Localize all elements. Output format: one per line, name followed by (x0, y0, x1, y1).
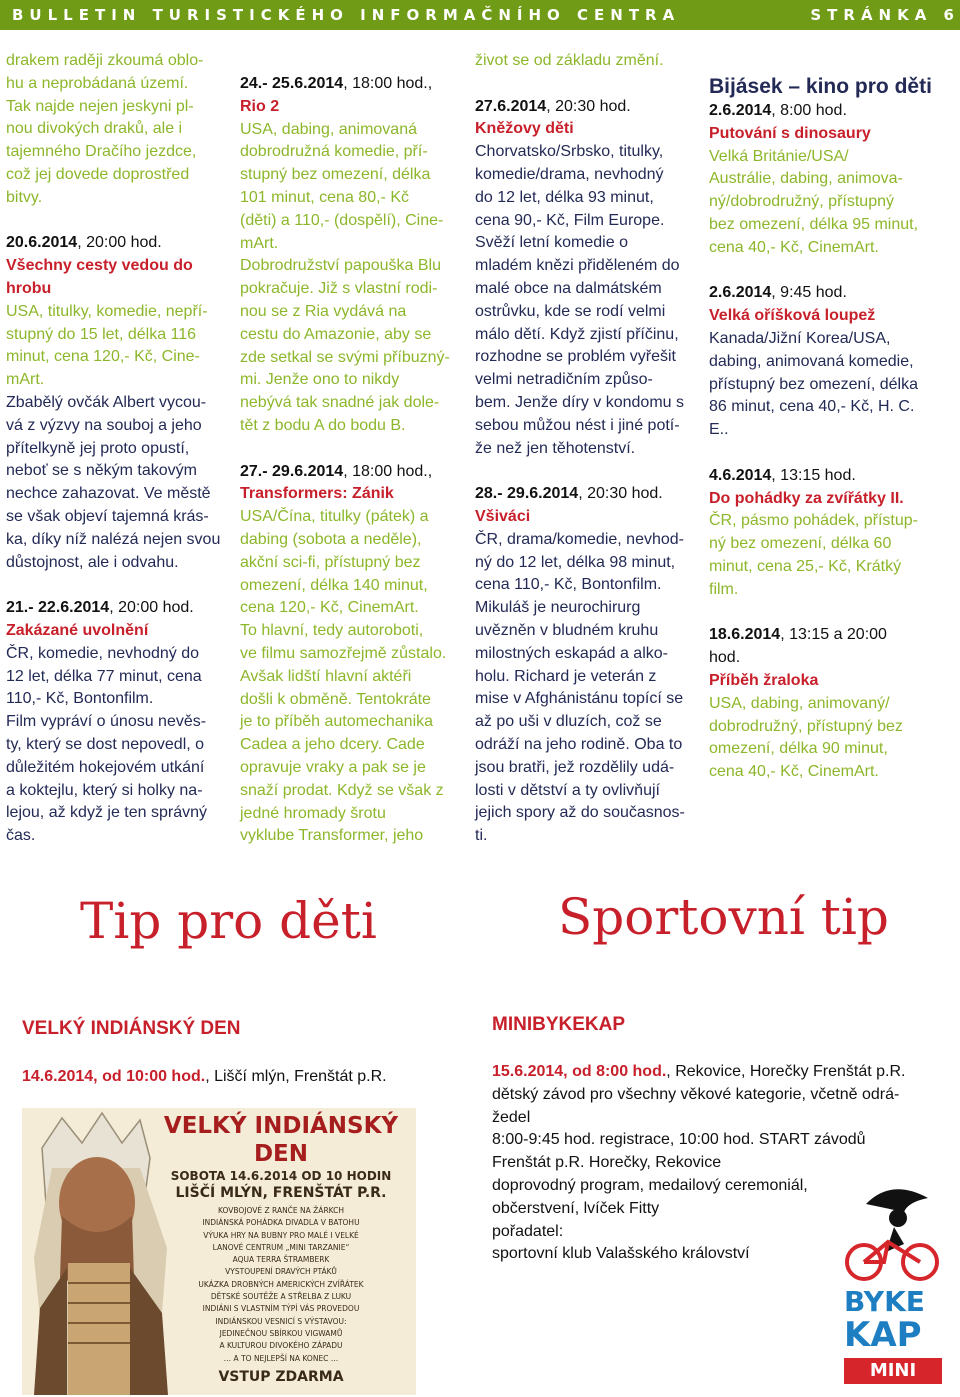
tip-kids-title: Tip pro děti (80, 892, 377, 950)
text-line: UKÁZKA DROBNÝCH AMERICKÝCH ZVÍŘÁTEK (198, 1279, 364, 1289)
tip-sport-title: Sportovní tip (558, 888, 889, 946)
text-line: sebou můžou nést i jiné potí- (475, 416, 680, 434)
text-line: nou se z Ria vydává na (240, 302, 407, 320)
text-line: VYSTOUPENÍ DRAVÝCH PTÁKŮ (225, 1267, 337, 1277)
text-line: ČR, drama/komedie, nevhod- (475, 530, 684, 548)
logo-kap: KAP (844, 1315, 922, 1355)
text-line: rozhodne se problém vyřešit (475, 348, 676, 366)
text-line: přístupný bez omezení, délka (709, 375, 919, 393)
text-line: Chorvatsko/Srbsko, titulky, (475, 143, 664, 161)
event-date: 27.6.2014, 20:30 hod. (475, 97, 631, 115)
text-line: Kanada/Jižní Korea/USA, (709, 329, 891, 347)
event-description (240, 620, 462, 848)
event-date: 20.6.2014, 20:00 hod. (6, 234, 162, 252)
minibykekap-logo (836, 1182, 946, 1390)
text-line: přítelkyně jej proto opustí, (6, 439, 190, 457)
text-line: dobrodružná komedie, pří- (240, 143, 428, 161)
text-line: důležitém hokejovém utkání (6, 758, 205, 776)
text-line: ty, který se dost nepovedl, o (6, 735, 205, 753)
text-line: cena 40,- Kč, CinemArt. (709, 238, 879, 256)
event-title: Putování s dinosaury (709, 124, 871, 142)
text-line: odráží na jeho rodině. Oba to (475, 735, 683, 753)
text-line: bem. Jenže díry v kondomu s (475, 393, 684, 411)
text-line: ostrůvku, kde se rodí velmi (475, 302, 666, 320)
column-4 (709, 74, 935, 784)
text-line: (děti) a 110,- (dospělí), Cine- (240, 211, 444, 229)
text-line: ČR, pásmo pohádek, přístup- (709, 512, 918, 530)
text-line: že než jen těhotenství. (475, 439, 636, 457)
text-line: nebývá tak snadné jak dole- (240, 394, 440, 412)
text-line: USA, dabing, animovaný/ (709, 694, 890, 712)
text-line: nou divokých draků, ale i (6, 120, 183, 138)
text-line: dabing, animovaná komedie, (709, 352, 914, 370)
event-info (240, 506, 462, 620)
text-line: hrobu (6, 279, 52, 297)
event-heading: MINIBYKEKAP (492, 1014, 626, 1035)
text-line: ti. (475, 827, 488, 845)
event-info (240, 119, 462, 256)
text-line: INDIÁNI S VLASTNÍM TÝPÍ VÁS PROVEDOU (202, 1304, 360, 1314)
text-line: což jej dovede doprostřed (6, 165, 190, 183)
text-line: 110,- Kč, Bontonfilm. (6, 690, 154, 708)
text-line: ný/dobrodružný, přístupný (709, 193, 894, 211)
text-line: jedné hromady šrotu (240, 804, 386, 822)
text-line: stupný do 15 let, délka 116 (6, 325, 197, 343)
event-info (6, 301, 228, 392)
event-info (475, 529, 697, 597)
text-line: nechce zahazovat. Ve městě (6, 485, 211, 503)
text-line: ný do 12 let, délka 98 minut, (475, 553, 676, 571)
text-line: žedel (492, 1108, 531, 1126)
text-line: Svěží letní komedie o (475, 234, 628, 252)
text-line: malé obce na dalmátském (475, 279, 662, 297)
section-heading: Bijásek – kino pro děti (709, 75, 932, 98)
event-title: Zakázané uvolnění (6, 621, 149, 639)
text-line: Mikuláš je neurochirurg (475, 599, 641, 617)
text-line: A KULTUROU DIVOKÉHO ZÁPADU (219, 1341, 343, 1351)
text-line: doprovodný program, medailový ceremoniál, (492, 1176, 808, 1194)
page-number: STRÁNKA 6 (810, 6, 960, 24)
text-line: USA/Čína, titulky (pátek) a (240, 508, 429, 526)
text-line: Cadea a jeho dcery. Cade (240, 736, 425, 754)
event-date: 4.6.2014, 13:15 hod. (709, 466, 856, 484)
text-line: uvězněn v bludném kruhu (475, 621, 659, 639)
column-1 (6, 50, 228, 848)
text-line: lejou, až když je ten správný (6, 804, 207, 822)
logo-mini: MINI (844, 1358, 942, 1384)
event-date: 2.6.2014, 8:00 hod. (709, 102, 847, 119)
column-2 (240, 73, 462, 848)
text-line: INDIÁNSKÁ POHÁDKA DIVADLA V BATOHU (202, 1218, 360, 1228)
text-line: drakem raději zkoumá oblo- (6, 52, 204, 69)
text-line: USA, titulky, komedie, nepří- (6, 302, 208, 320)
text-line: 8:00-9:45 hod. registrace, 10:00 hod. START závodů (492, 1131, 866, 1149)
bulletin-title: BULLETIN TURISTICKÉHO INFORMAČNÍHO CENTRA (12, 6, 681, 24)
text-line: ka, díky níž nalézá nejen svou (6, 530, 221, 548)
event-info (709, 146, 935, 260)
text-line: … A TO NEJLEPŠÍ NA KONEC … (223, 1353, 339, 1363)
text-line: bez omezení, délka 95 minut, (709, 215, 919, 233)
text-line: ČR, komedie, nevhodný do (6, 644, 199, 662)
text-line: Tak najde nejen jeskyni pl- (6, 97, 194, 115)
text-line: minut, cena 120,- Kč, Cine- (6, 348, 200, 366)
text-line: neboť se s někým takovým (6, 462, 197, 480)
text-line: občerstvení, lvíček Fitty (492, 1199, 660, 1217)
text-line: akční sci-fi, přístupný bez (240, 553, 421, 571)
event-title: Kněžovy děti (475, 120, 574, 138)
text-line: ve filmu samozřejmě zůstalo. (240, 644, 447, 662)
text-line: mArt. (240, 234, 279, 252)
text-line: omezení, délka 140 minut, (240, 576, 428, 594)
text-line: Film vypráví o únosu nevěs- (6, 713, 207, 731)
poster-footer: VSTUP ZDARMA (218, 1368, 344, 1385)
text-line: došli k obměně. Tentokráte (240, 690, 431, 708)
text-line: 12 let, délka 77 minut, cena (6, 667, 202, 685)
text-line: velmi netradičním způso- (475, 371, 653, 389)
text-line: až po uši v dluzích, což se (475, 713, 662, 731)
text-line: USA, dabing, animovaná (240, 120, 417, 138)
text-line: minut, cena 25,- Kč, Krátký (709, 557, 902, 575)
text-line: Zbabělý ovčák Albert vycou- (6, 393, 207, 411)
event-title: Velká oříšková loupež (709, 307, 876, 325)
text-line: hu a neprobádaná území. (6, 74, 189, 92)
text-line: DĚTSKÉ SOUTĚŽE A STŘELBA Z LUKU (210, 1292, 352, 1302)
col3-intro: život se od základu změní. (475, 52, 664, 69)
text-line: čas. (6, 827, 36, 845)
event-date: 18.6.2014, 13:15 a 20:00 (709, 626, 887, 644)
text-line: E.. (709, 421, 729, 439)
poster-subtitle: LIŠČÍ MLÝN, FRENŠTÁT P.R. (175, 1185, 387, 1201)
text-line: omezení, délka 90 minut, (709, 740, 888, 758)
column-3 (475, 50, 697, 848)
event-date: 2.6.2014, 9:45 hod. (709, 284, 847, 302)
event-title (6, 255, 228, 301)
text-line: Velká Británie/USA/ (709, 147, 849, 165)
event-info (709, 510, 935, 601)
event-info (6, 643, 228, 711)
text-line: tajemného Dračího jezdce, (6, 143, 197, 161)
text-line: a koktejlu, který si holky na- (6, 781, 203, 799)
text-line: holu. Richard je veterán z (475, 667, 657, 685)
text-line: Austrálie, dabing, animova- (709, 170, 903, 188)
text-line: cena 90,- Kč, Film Europe. (475, 211, 665, 229)
text-line: mArt. (6, 371, 45, 389)
text-line: je to příběh automechanika (240, 713, 434, 731)
event-date: 27.- 29.6.2014, 18:00 hod., (240, 462, 433, 480)
col1-intro (6, 50, 228, 210)
text-line: cestu do Amazonie, aby se (240, 325, 432, 343)
poster-subtitle: SOBOTA 14.6.2014 OD 10 HODIN (170, 1169, 392, 1183)
text-line: bitvy. (6, 188, 43, 206)
event-description (475, 597, 697, 848)
text-line: 101 minut, cena 80,- Kč (240, 188, 409, 206)
text-line: LANOVÉ CENTRUM „MINI TARZANIE“ (212, 1242, 350, 1252)
text-line: 86 minut, cena 40,- Kč, H. C. (709, 398, 915, 416)
text-line: důstojnost, ale i odvahu. (6, 553, 179, 571)
poster-program (150, 1205, 412, 1365)
event-info (709, 328, 935, 442)
cowboy-cyclist-icon (836, 1182, 946, 1282)
text-line: losti v dětství a ty ovlivňují (475, 781, 660, 799)
text-line: Frenštát p.R. Horečky, Rekovice (492, 1154, 722, 1172)
text-line: INDIÁNSKOU VESNICÍ S VÝSTAVOU: (215, 1316, 347, 1326)
text-line: se však objeví tajemná krás- (6, 507, 209, 525)
text-line: vyklube Transformer, jeho (240, 827, 424, 845)
text-line: AQUA TERRA ŠTRAMBERK (232, 1255, 330, 1265)
text-line: Dobrodružství papouška Blu (240, 257, 441, 275)
event-date: 21.- 22.6.2014, 20:00 hod. (6, 599, 194, 617)
event-date: 24.- 25.6.2014, 18:00 hod., (240, 75, 433, 92)
text-line: jsou bratři, jež rozdělily udá- (475, 758, 675, 776)
text-line: cena 120,- Kč, CinemArt. (240, 599, 419, 617)
text-line: mi. Jenže ono to nikdy (240, 371, 400, 389)
indian-day-poster (22, 1108, 416, 1395)
event-heading: VELKÝ INDIÁNSKÝ DEN (22, 1018, 241, 1039)
event-info (475, 141, 697, 232)
text-line: cena 40,- Kč, CinemArt. (709, 763, 879, 781)
text-line: jejich spory až do současnos- (475, 804, 685, 822)
text-line: pokračuje. Již s vlastní rodi- (240, 280, 438, 298)
text-line: KOVBOJOVÉ Z RANČE NA ŽÁRKCH (217, 1206, 345, 1215)
event-info (709, 693, 935, 784)
event-description (240, 255, 462, 437)
text-line: film. (709, 580, 739, 598)
text-line: pořadatel: (492, 1222, 564, 1240)
logo-byke: BYKE (844, 1285, 925, 1318)
text-line: snaží prodat. Když se však z (240, 781, 444, 799)
event-description (475, 232, 697, 460)
event-description (6, 711, 228, 848)
text-line: zde setkal se svými příbuzný- (240, 348, 450, 366)
sport-event-details: 15.6.2014, od 8:00 hod., Rekovice, Horečky Frenštát p.R. dětský závod pro všechny věkové kategorie, včetně odrá- žedel 8:00-9:45 hod. registrace, 10:00 hod. START závodů Frenštát p.R. Horečky, Rekovice doprovodný program, medailový ceremoniál, občerstvení, lvíček Fitty pořadatel: sportovní klub Valašského království (492, 1061, 932, 1266)
text-line: opravuje vraky a pak se je (240, 758, 426, 776)
text-line: do 12 let, délka 93 minut, (475, 188, 654, 206)
text-line: VÝUKA HRY NA BUBNY PRO MALÉ I VELKÉ (203, 1230, 359, 1240)
event-title: Transformers: Zánik (240, 485, 394, 503)
event-title: Do pohádky za zvířátky II. (709, 489, 904, 507)
text-line: dětský závod pro všechny věkové kategorie, včetně odrá- (492, 1085, 900, 1103)
text-line: sportovní klub Valašského království (492, 1245, 750, 1263)
event-description (6, 392, 228, 574)
text-line: cena 110,- Kč, Bontonfilm. (475, 576, 662, 594)
text-line: stupný bez omezení, délka (240, 166, 431, 184)
text-line: mladém knězi přiděleném do (475, 257, 680, 275)
event-date-place: 14.6.2014, od 10:00 hod., Liščí mlýn, Frenštát p.R. (22, 1068, 387, 1085)
text-line: To hlavní, tedy autoroboti, (240, 622, 424, 640)
text-line: komedie/drama, nevhodný (475, 165, 664, 183)
event-title: Rio 2 (240, 97, 280, 115)
text-line: dabing (sobota a neděle), (240, 530, 422, 548)
event-title: Všiváci (475, 507, 531, 525)
text-line: tět z bodu A do bodu B. (240, 416, 406, 434)
event-title: Příběh žraloka (709, 671, 819, 689)
text-line: málo dětí. Když zjistí příčinu, (475, 325, 679, 343)
bulletin-header (0, 0, 960, 30)
text-line: mise v Afghánistánu topící se (475, 690, 684, 708)
text-line: dobrodružný, přístupný bez (709, 717, 903, 735)
text-line: Všechny cesty vedou do (6, 257, 193, 275)
text-line: ný bez omezení, délka 60 (709, 535, 892, 553)
text-line: Avšak lidští hlavní aktéři (240, 667, 412, 685)
event-date: 28.- 29.6.2014, 20:30 hod. (475, 485, 663, 503)
text-line: milostných eskapád a alko- (475, 644, 668, 662)
poster-title: VELKÝ INDIÁNSKÝ DEN (163, 1113, 399, 1167)
event-time-cont: hod. (709, 649, 741, 667)
text-line: JEDINEČNOU SBÍRKOU VIGWAMŮ (219, 1328, 343, 1338)
text-line: vá z výzvy na souboj a jeho (6, 416, 202, 434)
